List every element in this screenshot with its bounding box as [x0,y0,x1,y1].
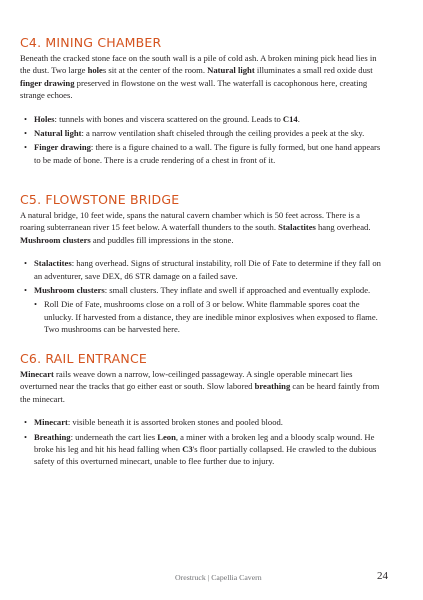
room-reference: C14 [282,113,298,124]
item-text: . [297,113,300,124]
feature-list [20,416,386,468]
section-heading: C4. MINING CHAMBER [20,35,162,50]
item-term: Stalactites [34,258,72,269]
feature-list [20,113,386,167]
list-item [20,431,386,468]
section-heading: C5. FLOWSTONE BRIDGE [20,192,180,207]
intro-text: s sit at the center of the room. [102,65,208,76]
section-c6 [20,351,386,470]
intro-keyword: Stalactites [278,222,316,233]
intro-text: hang overhead. [315,222,371,233]
intro-text: preserved in flowstone on the west wall. The waterfall is cacophonous here, creating strange echoes. [20,77,368,101]
room-reference: C3 [182,444,193,455]
intro-keyword: finger drawing [20,77,75,88]
item-text: 's floor partially collapsed. He crawled to the dubious safety of this overturned minecart, unable to flee further due to injury. [34,444,377,467]
item-term: Natural light [34,128,82,139]
page-number: 24 [377,570,388,582]
sub-list-item: • Roll Die of Fate, mushrooms close on a roll of 3 or below. White flammable spores coat the unlucky. If harvested from a distance, they are inedible minor explosives when exposed to flame. Two mushrooms can be harvested here. [34,298,386,335]
sub-list [34,298,386,335]
npc-name: Leon [157,431,176,442]
footer-title: Orestruck | Capellia Cavern [175,573,262,582]
section-c5 [20,192,386,338]
intro-text: A natural bridge, 10 feet wide, spans the natural cavern chamber which is 50 feet across. There is a roaring subterranean river 15 feet below. A waterfall thunders to the south. [20,210,360,233]
intro-keyword: Natural light [207,65,255,76]
item-text: , a miner with a broken leg and a bloody scalp wound. He broke his leg and hit his head falling when [34,431,375,455]
intro-text: and puddles fill impressions in the stone. [90,234,234,245]
list-item [20,141,386,166]
list-item [20,416,386,428]
item-term: Breathing [34,431,71,442]
section-intro [20,209,386,246]
item-text: : visible beneath it is assorted broken stones and pooled blood. [67,417,283,428]
item-term: Minecart [34,417,68,428]
item-term: Mushroom clusters [34,285,105,296]
list-item [20,284,386,336]
section-c4 [20,35,386,168]
feature-list [20,257,386,335]
intro-text: Beneath the cracked stone face on the south wall is a pile of cold ash. A broken mining pick head lies in the dust. Two large [20,53,377,76]
section-heading: C6. RAIL ENTRANCE [20,351,147,366]
intro-keyword: Minecart [20,369,54,379]
item-term: Finger drawing [34,142,91,153]
section-intro [20,368,386,405]
item-text: : small clusters. They inflate and swell if approached and eventually explode. [104,285,371,296]
item-text: : a narrow ventilation shaft chiseled through the ceiling provides a peek at the sky. [81,128,365,139]
item-text: : underneath the cart lies [70,431,158,442]
intro-keyword: hole [87,65,103,76]
list-item [20,127,386,139]
intro-keyword: Mushroom clusters [20,234,91,245]
intro-keyword: breathing [254,381,291,392]
list-item [20,257,386,282]
intro-text: illuminates a small red oxide dust [254,65,373,76]
list-item [20,113,386,125]
item-text: : hang overhead. Signs of structural instability, roll Die of Fate to determine if they fall on an adventurer, save DEX, d6 STR damage on a failed save. [34,258,381,281]
item-text: : there is a figure chained to a wall. The figure is fully formed, but one hand appears to be made of bone. There is a crude rendering of a chest in front of it. [34,142,381,165]
item-text: : tunnels with bones and viscera scattered on the ground. Leads to [54,113,283,124]
item-term: Holes [34,113,55,124]
intro-text: rails weave down a narrow, low-ceilinged passageway. A single operable minecart lies overturned near the tracks that go either east or south. Slow labored [20,369,353,392]
section-intro [20,52,386,102]
intro-text: can be heard faintly from the minecart. [20,381,380,404]
